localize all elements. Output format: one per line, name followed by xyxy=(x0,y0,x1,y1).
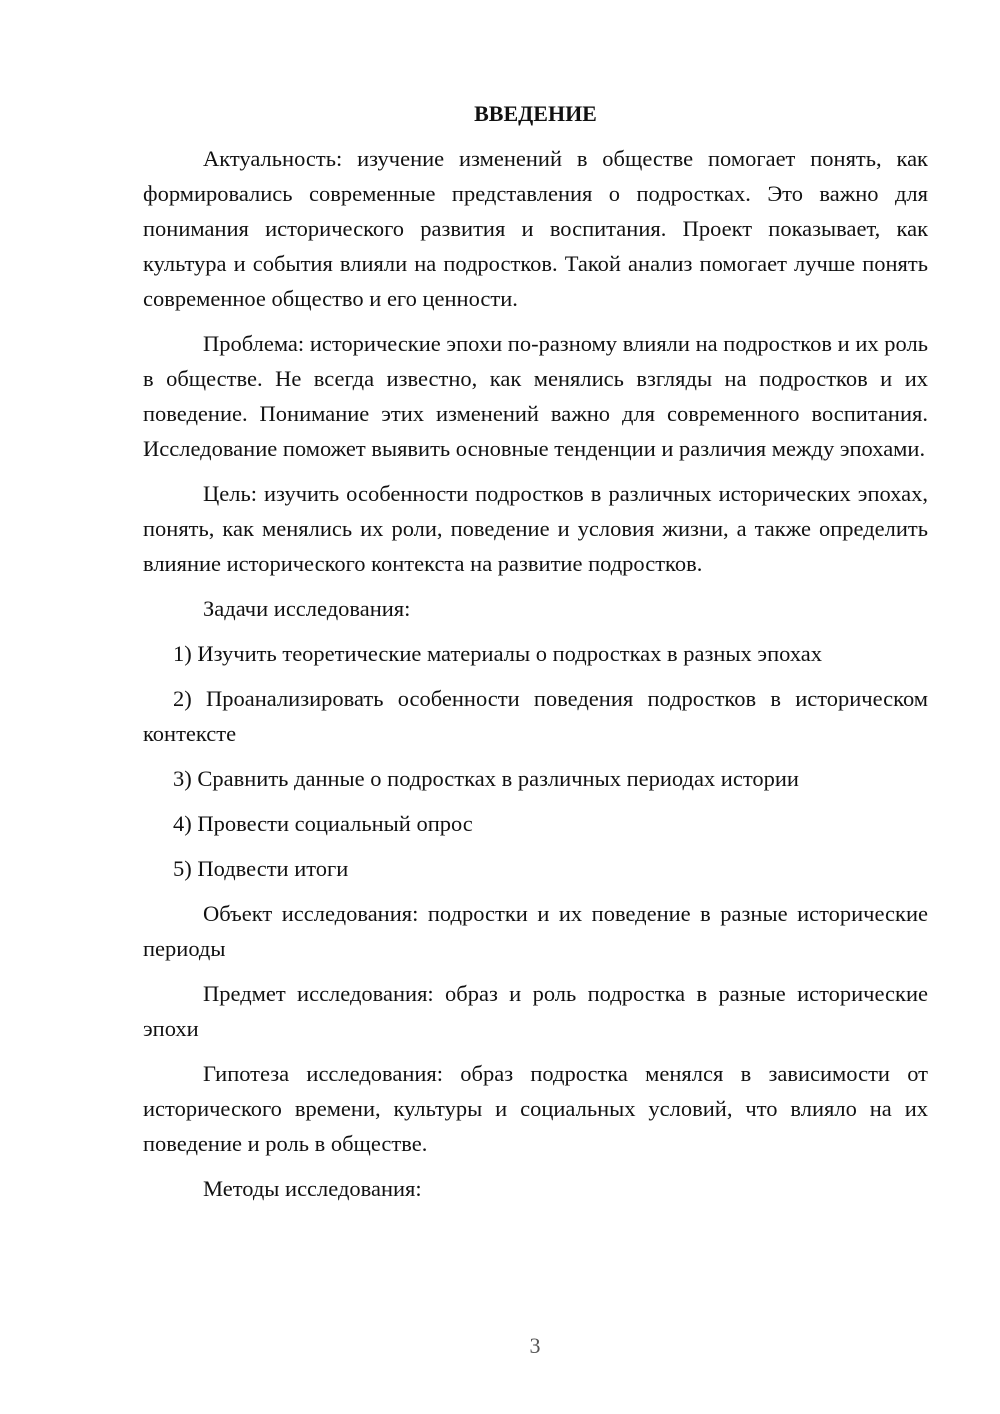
page-number: 3 xyxy=(529,1333,541,1358)
methods-heading: Методы исследования: xyxy=(203,1176,422,1201)
page-content xyxy=(143,96,928,1216)
relevance-paragraph: Актуальность: изучение изменений в обществе помогает понять, как формировались современные представления о подростках. Это важно для понимания исторического развития и воспитания. Проект показывает, как культура и события влияли на подростков. Такой анализ помогает лучше понять современное общество и его ценности. xyxy=(143,146,928,311)
problem-paragraph: Проблема: исторические эпохи по-разному влияли на подростков и их роль в обществе. Не всегда известно, как менялись взгляды на подростков и их поведение. Понимание этих изменений важно для современного воспитания. Исследование поможет выявить основные тенденции и различия между эпохами. xyxy=(143,331,928,461)
page-title: ВВЕДЕНИЕ xyxy=(474,101,597,126)
goal-paragraph: Цель: изучить особенности подростков в различных исторических эпохах, понять, как менялись их роли, поведение и условия жизни, а также определить влияние исторического контекста на развитие подростков. xyxy=(143,481,928,576)
task-item: 2) Проанализировать особенности поведения подростков в историческом контексте xyxy=(143,686,928,746)
tasks-heading: Задачи исследования: xyxy=(203,596,411,621)
task-item: 5) Подвести итоги xyxy=(173,856,349,881)
task-item: 3) Сравнить данные о подростках в различных периодах истории xyxy=(173,766,799,791)
hypothesis-paragraph: Гипотеза исследования: образ подростка менялся в зависимости от исторического времени, культуры и социальных условий, что влияло на их поведение и роль в обществе. xyxy=(143,1061,928,1156)
object-paragraph: Объект исследования: подростки и их поведение в разные исторические периоды xyxy=(143,901,928,961)
task-item: 4) Провести социальный опрос xyxy=(173,811,473,836)
task-item: 1) Изучить теоретические материалы о подростках в разных эпохах xyxy=(173,641,823,666)
subject-paragraph: Предмет исследования: образ и роль подростка в разные исторические эпохи xyxy=(143,981,928,1041)
